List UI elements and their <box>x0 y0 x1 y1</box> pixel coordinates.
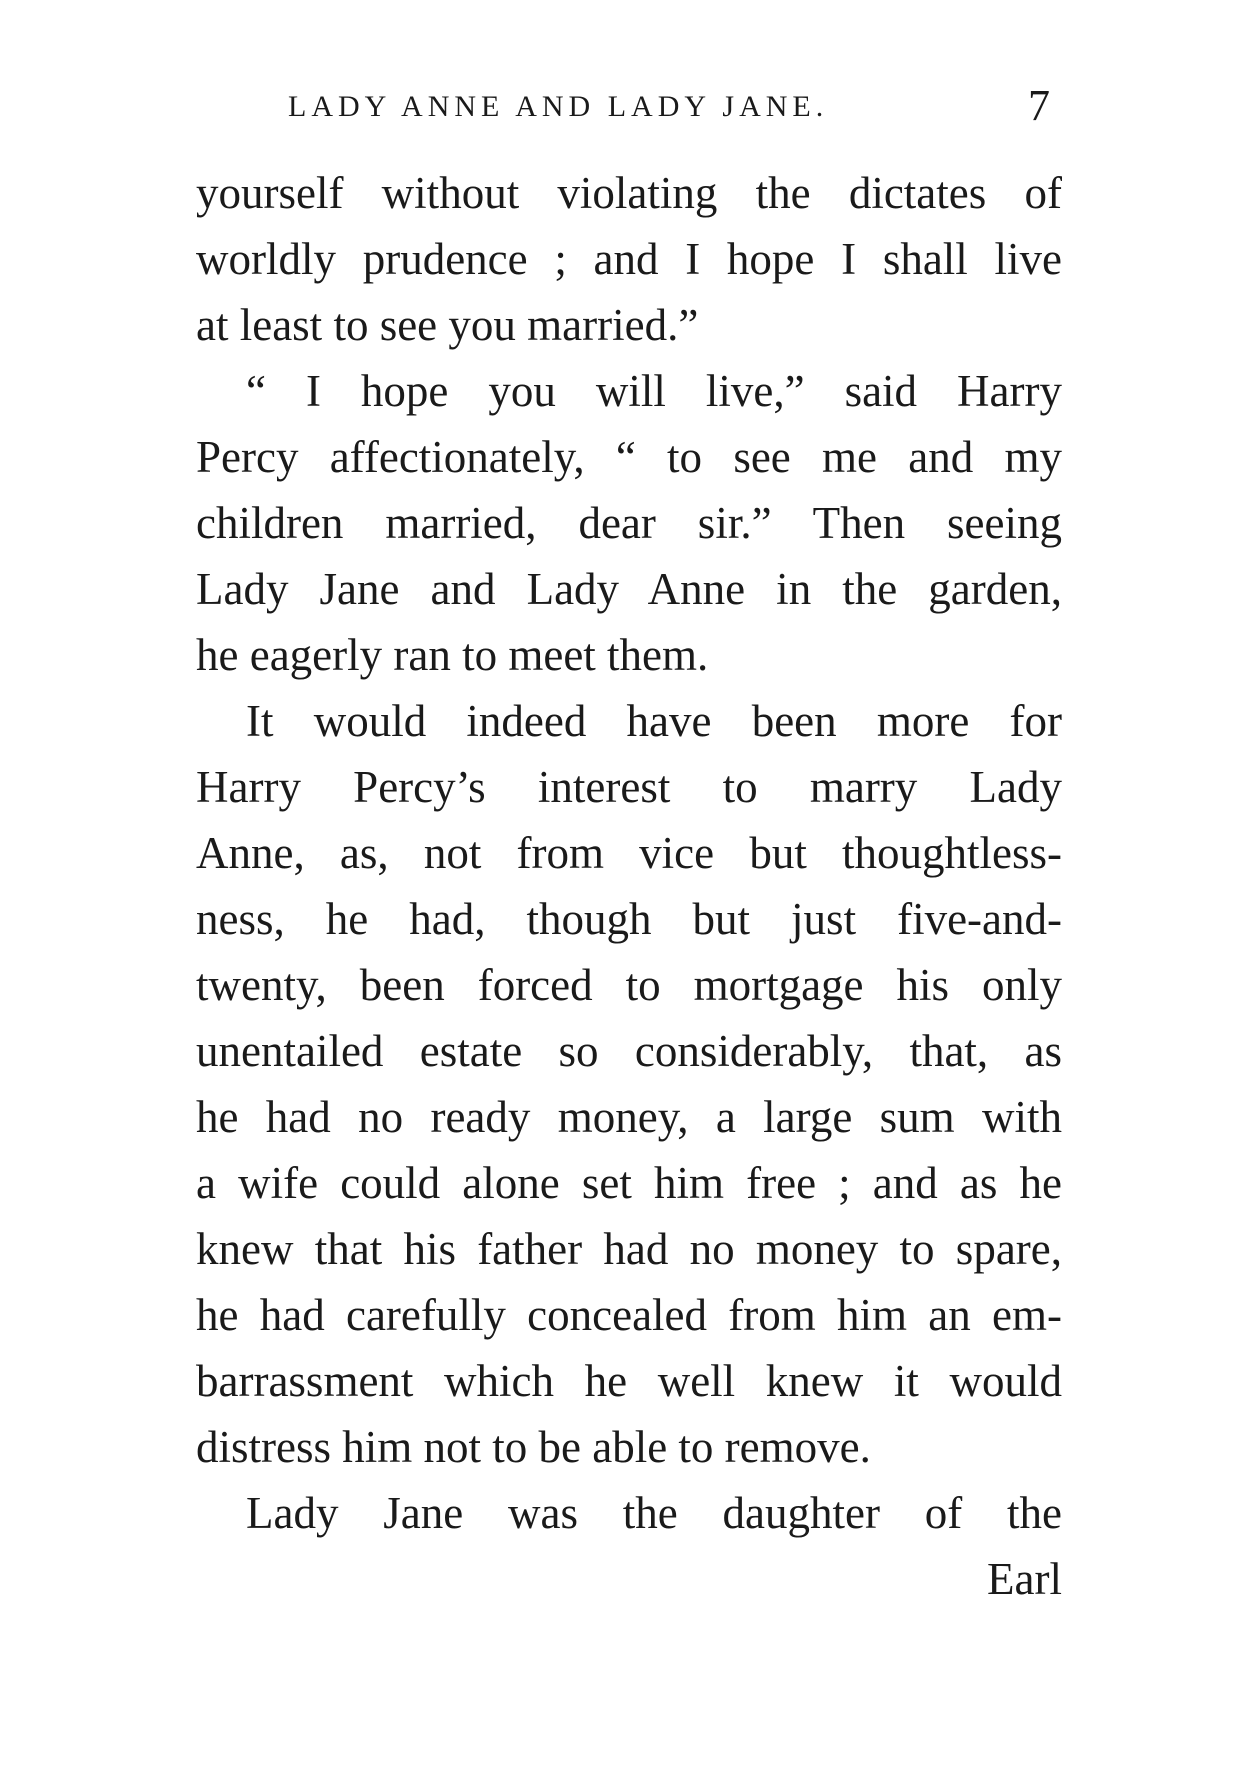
text-line: Lady Jane was the daughter of the <box>246 1488 1062 1538</box>
text-line: ness, he had, though but just five-and- <box>196 894 1062 944</box>
text-line: Anne, as, not from vice but thoughtless- <box>196 828 1062 878</box>
text-line: he had no ready money, a large sum with <box>196 1092 1062 1142</box>
catchword: Earl <box>987 1554 1062 1604</box>
page-number: 7 <box>1028 81 1050 130</box>
text-line: a wife could alone set him free ; and as he <box>196 1158 1062 1208</box>
running-head <box>288 81 1058 134</box>
body-text <box>196 160 1062 1612</box>
text-line: Lady Jane and Lady Anne in the garden, <box>196 564 1062 614</box>
running-title: LADY ANNE AND LADY JANE. <box>288 90 829 123</box>
text-line: at least to see you married.” <box>196 300 699 350</box>
text-line: yourself without violating the dictates of <box>196 168 1062 218</box>
text-line: unentailed estate so considerably, that, as <box>196 1026 1062 1076</box>
text-line: “ I hope you will live,” said Harry <box>246 366 1062 416</box>
text-line: he had carefully concealed from him an em- <box>196 1290 1062 1340</box>
text-line: It would indeed have been more for <box>246 696 1062 746</box>
text-line: knew that his father had no money to spare, <box>196 1224 1062 1274</box>
text-line: he eagerly ran to meet them. <box>196 630 709 680</box>
text-line: distress him not to be able to remove. <box>196 1422 871 1472</box>
text-line: worldly prudence ; and I hope I shall live <box>196 234 1062 284</box>
text-line: Harry Percy’s interest to marry Lady <box>196 762 1062 812</box>
text-line: twenty, been forced to mortgage his only <box>196 960 1062 1010</box>
text-line: children married, dear sir.” Then seeing <box>196 498 1062 548</box>
text-line: barrassment which he well knew it would <box>196 1356 1062 1406</box>
text-line: Percy affectionately, “ to see me and my <box>196 432 1062 482</box>
